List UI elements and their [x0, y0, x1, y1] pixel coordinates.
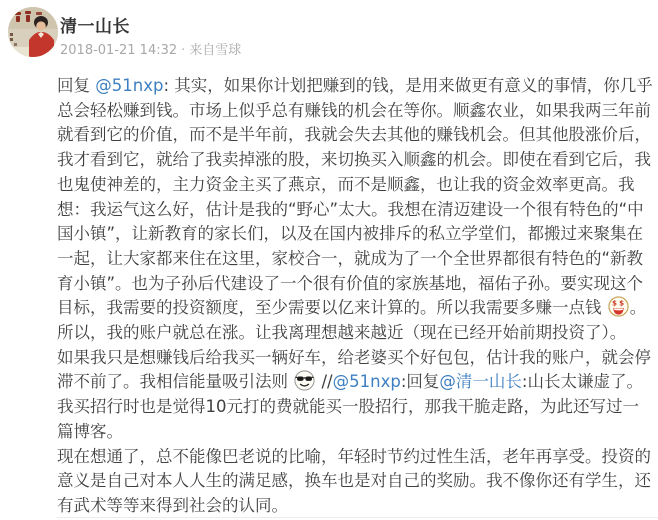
- avatar[interactable]: [8, 7, 58, 57]
- post-paragraph-4: 现在想通了，总不能像巴老说的比喻，年轻时节约过性生活，老年再享受。投资的意义是自己对本人人生的满足感，换车也是对自己的奖励。我不像你还有学生，还有武术等等来得到社会的认同。: [57, 446, 651, 515]
- avatar-photo: [8, 7, 58, 57]
- post-source: 来自雪球: [189, 43, 242, 58]
- post-meta: [60, 39, 241, 58]
- mention-51nxp[interactable]: @51nxp: [95, 76, 164, 95]
- sunglasses-emoji: [294, 370, 315, 391]
- username-link[interactable]: 清一山长: [60, 17, 130, 37]
- bottom-divider: [57, 517, 658, 518]
- paragraph-1-tail: 。所以，我的账户就总在涨。让我离理想越来越近（现在已经开始前期投资了）。: [57, 298, 647, 343]
- post-paragraph-2: [57, 346, 653, 395]
- post-paragraph-1: [57, 74, 653, 346]
- reply-label: 回复: [57, 76, 96, 95]
- money-mouth-emoji: [608, 296, 629, 317]
- svg-text:$: $: [611, 299, 617, 309]
- mention-51nxp-forward[interactable]: @51nxp: [332, 372, 401, 392]
- mention-qingyi-shanzhang[interactable]: @清一山长: [439, 372, 522, 392]
- paragraph-2-tail: :山长太谦虚了。: [521, 372, 643, 392]
- post-timestamp: 2018-01-21 14:32: [60, 43, 178, 58]
- paragraph-2-text: 如果我只是想赚钱后给我买一辆好车，给老婆买个好包包，估计我的账户，就会停滞不前了。我相信能量吸引法则: [57, 347, 651, 392]
- post-content: [57, 74, 653, 519]
- paragraph-1-text: : 其实，如果你计划把赚到的钱，是用来做更有意义的事情，你几乎总会轻松赚到钱。市场上似乎总有赚钱的机会在等你。顺鑫农业，如果我两三年前就看到它的价值，而不是半年前，我就会失去其他的赚钱机会。但其他股涨价后，我才看到它，就给了我卖掉涨的股，来切换买入顺鑫的机会。即使在看到它后，我也鬼使神差的，主力资金主买了燕京，而不是顺鑫，也让我的资金效率更高。我想：我运气这么好，估计是我的“野心”太大。我想在清迈建设一个很有特色的“中国小镇”，让新教育的家长们，以及在国内被排斥的私立学堂们，都搬过来聚集在一起，让大家都来住在这里，家校合一，就成为了一个全世界都很有特色的“新教育小镇”。也为子孙后代建设了一个很有价值的家族基地，福佑子孙。要实现这个目标，我需要的投资额度，至少需要以亿来计算的。所以我需要多赚一点钱: [57, 76, 653, 318]
- meta-separator: ·: [181, 43, 186, 58]
- forward-separator: //: [316, 372, 333, 392]
- post-paragraph-3: 我买招行时也是觉得10元打的费就能买一股招行，那我干脆走路，为此还写过一篇博客。: [57, 397, 639, 441]
- svg-text:$: $: [618, 299, 624, 309]
- forward-reply-label: :回复: [400, 372, 440, 392]
